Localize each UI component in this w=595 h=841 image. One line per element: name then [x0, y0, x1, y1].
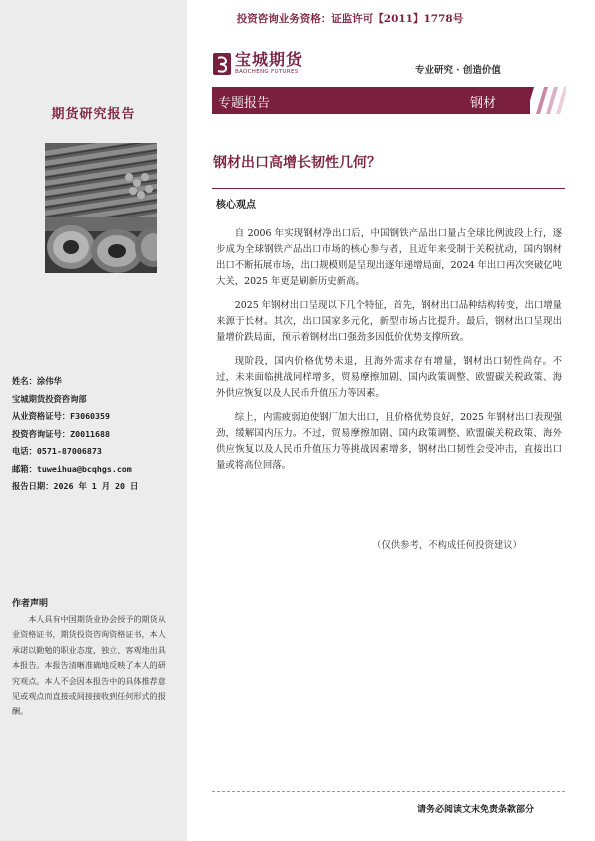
- license-text: 投资咨询业务资格：证监许可【2011】1778号: [236, 13, 464, 25]
- author-consulting-id: 投资咨询证号：Z0011688: [12, 428, 111, 439]
- author-statement: 本人具有中国期货业协会授予的期货从业资格证书，期货投资咨询资格证书，本人承诺以勤勉的职业态度，独立、客观地出具本报告。本报告清晰准确地反映了本人的研究观点。本人不会因本报告中的具体推荐意见或观点而直接或间接接收到任何形式的报酬。: [12, 614, 166, 717]
- author-email[interactable]: 邮箱：tuweihua@bcqhgs.com: [12, 463, 132, 474]
- statement-heading: 作者声明: [12, 599, 49, 609]
- paragraph: 自 2006 年实现钢材净出口后，中国钢铁产品出口量占全球比例波段上行，逐步成为全球钢铁产品出口市场的核心参与者，且近年来受制于关税扰动，国内钢材出口不断拓展市场，出口规模则是呈现出逐年递增局面，2024 年出口再次突破亿吨大关，2025 年更是刷新历史新高。: [216, 228, 562, 287]
- logo-icon: [212, 51, 232, 77]
- steel-rebar-image: [45, 143, 157, 223]
- author-qualification: 从业资格证号：F3060359: [12, 411, 111, 421]
- author-dept: 宝城期货投资咨询部: [12, 393, 87, 404]
- paragraph: 现阶段，国内价格优势未退，且海外需求存有增量，钢材出口韧性尚存。不过，未来面临挑战同样增多，贸易摩擦加剧、国内政策调整、欧盟碳关税政策、海外供应恢复以及人民币升值压力等因素。: [216, 356, 562, 399]
- steel-coil-image: [45, 217, 157, 273]
- report-banner: [212, 87, 564, 114]
- banner-stripes: [526, 87, 566, 114]
- logo-cn-text: 宝城期货: [235, 50, 304, 69]
- footer-divider: [212, 791, 565, 792]
- report-type: 专题报告: [218, 96, 271, 111]
- author-name: 姓名：涂伟华: [12, 376, 62, 386]
- report-date: 报告日期：2026 年 1 月 20 日: [12, 481, 139, 491]
- company-logo: [212, 51, 303, 77]
- author-phone: 电话：0571-87006873: [12, 446, 102, 456]
- author-info: [12, 375, 138, 498]
- tagline: 专业研究 · 创造价值: [415, 65, 501, 76]
- sidebar-report-title: 期货研究报告: [51, 107, 136, 122]
- footer-disclaimer: 请务必阅读文末免责条款部分: [417, 805, 535, 815]
- article-body: [216, 226, 562, 482]
- title-divider: [212, 188, 565, 189]
- investment-note: （仅供参考，不构成任何投资建议）: [372, 540, 523, 551]
- report-sector: 钢材: [470, 96, 497, 111]
- paragraph: 2025 年钢材出口呈现以下几个特征，首先，钢材出口品种结构转变，出口增量来源于长材。其次，出口国家多元化，新型市场占比提升。最后，钢材出口呈现出量增价跌局面，预示着钢材出口强劲多因低价优势支撑所致。: [216, 300, 562, 343]
- section-heading: 核心观点: [216, 200, 256, 211]
- logo-en-text: BAOCHENG FUTURES: [235, 69, 299, 75]
- paragraph: 综上，内需疲弱迫使钢厂加大出口，且价格优势良好，2025 年钢材出口表现强劲，缓解国内压力。不过，贸易摩擦加剧、国内政策调整、欧盟碳关税政策、海外供应恢复以及人民币升值压力等挑战因素增多，钢材出口韧性会受冲击，直接出口量或将高位回落。: [216, 412, 562, 471]
- article-title: 钢材出口高增长韧性几何？: [213, 155, 381, 171]
